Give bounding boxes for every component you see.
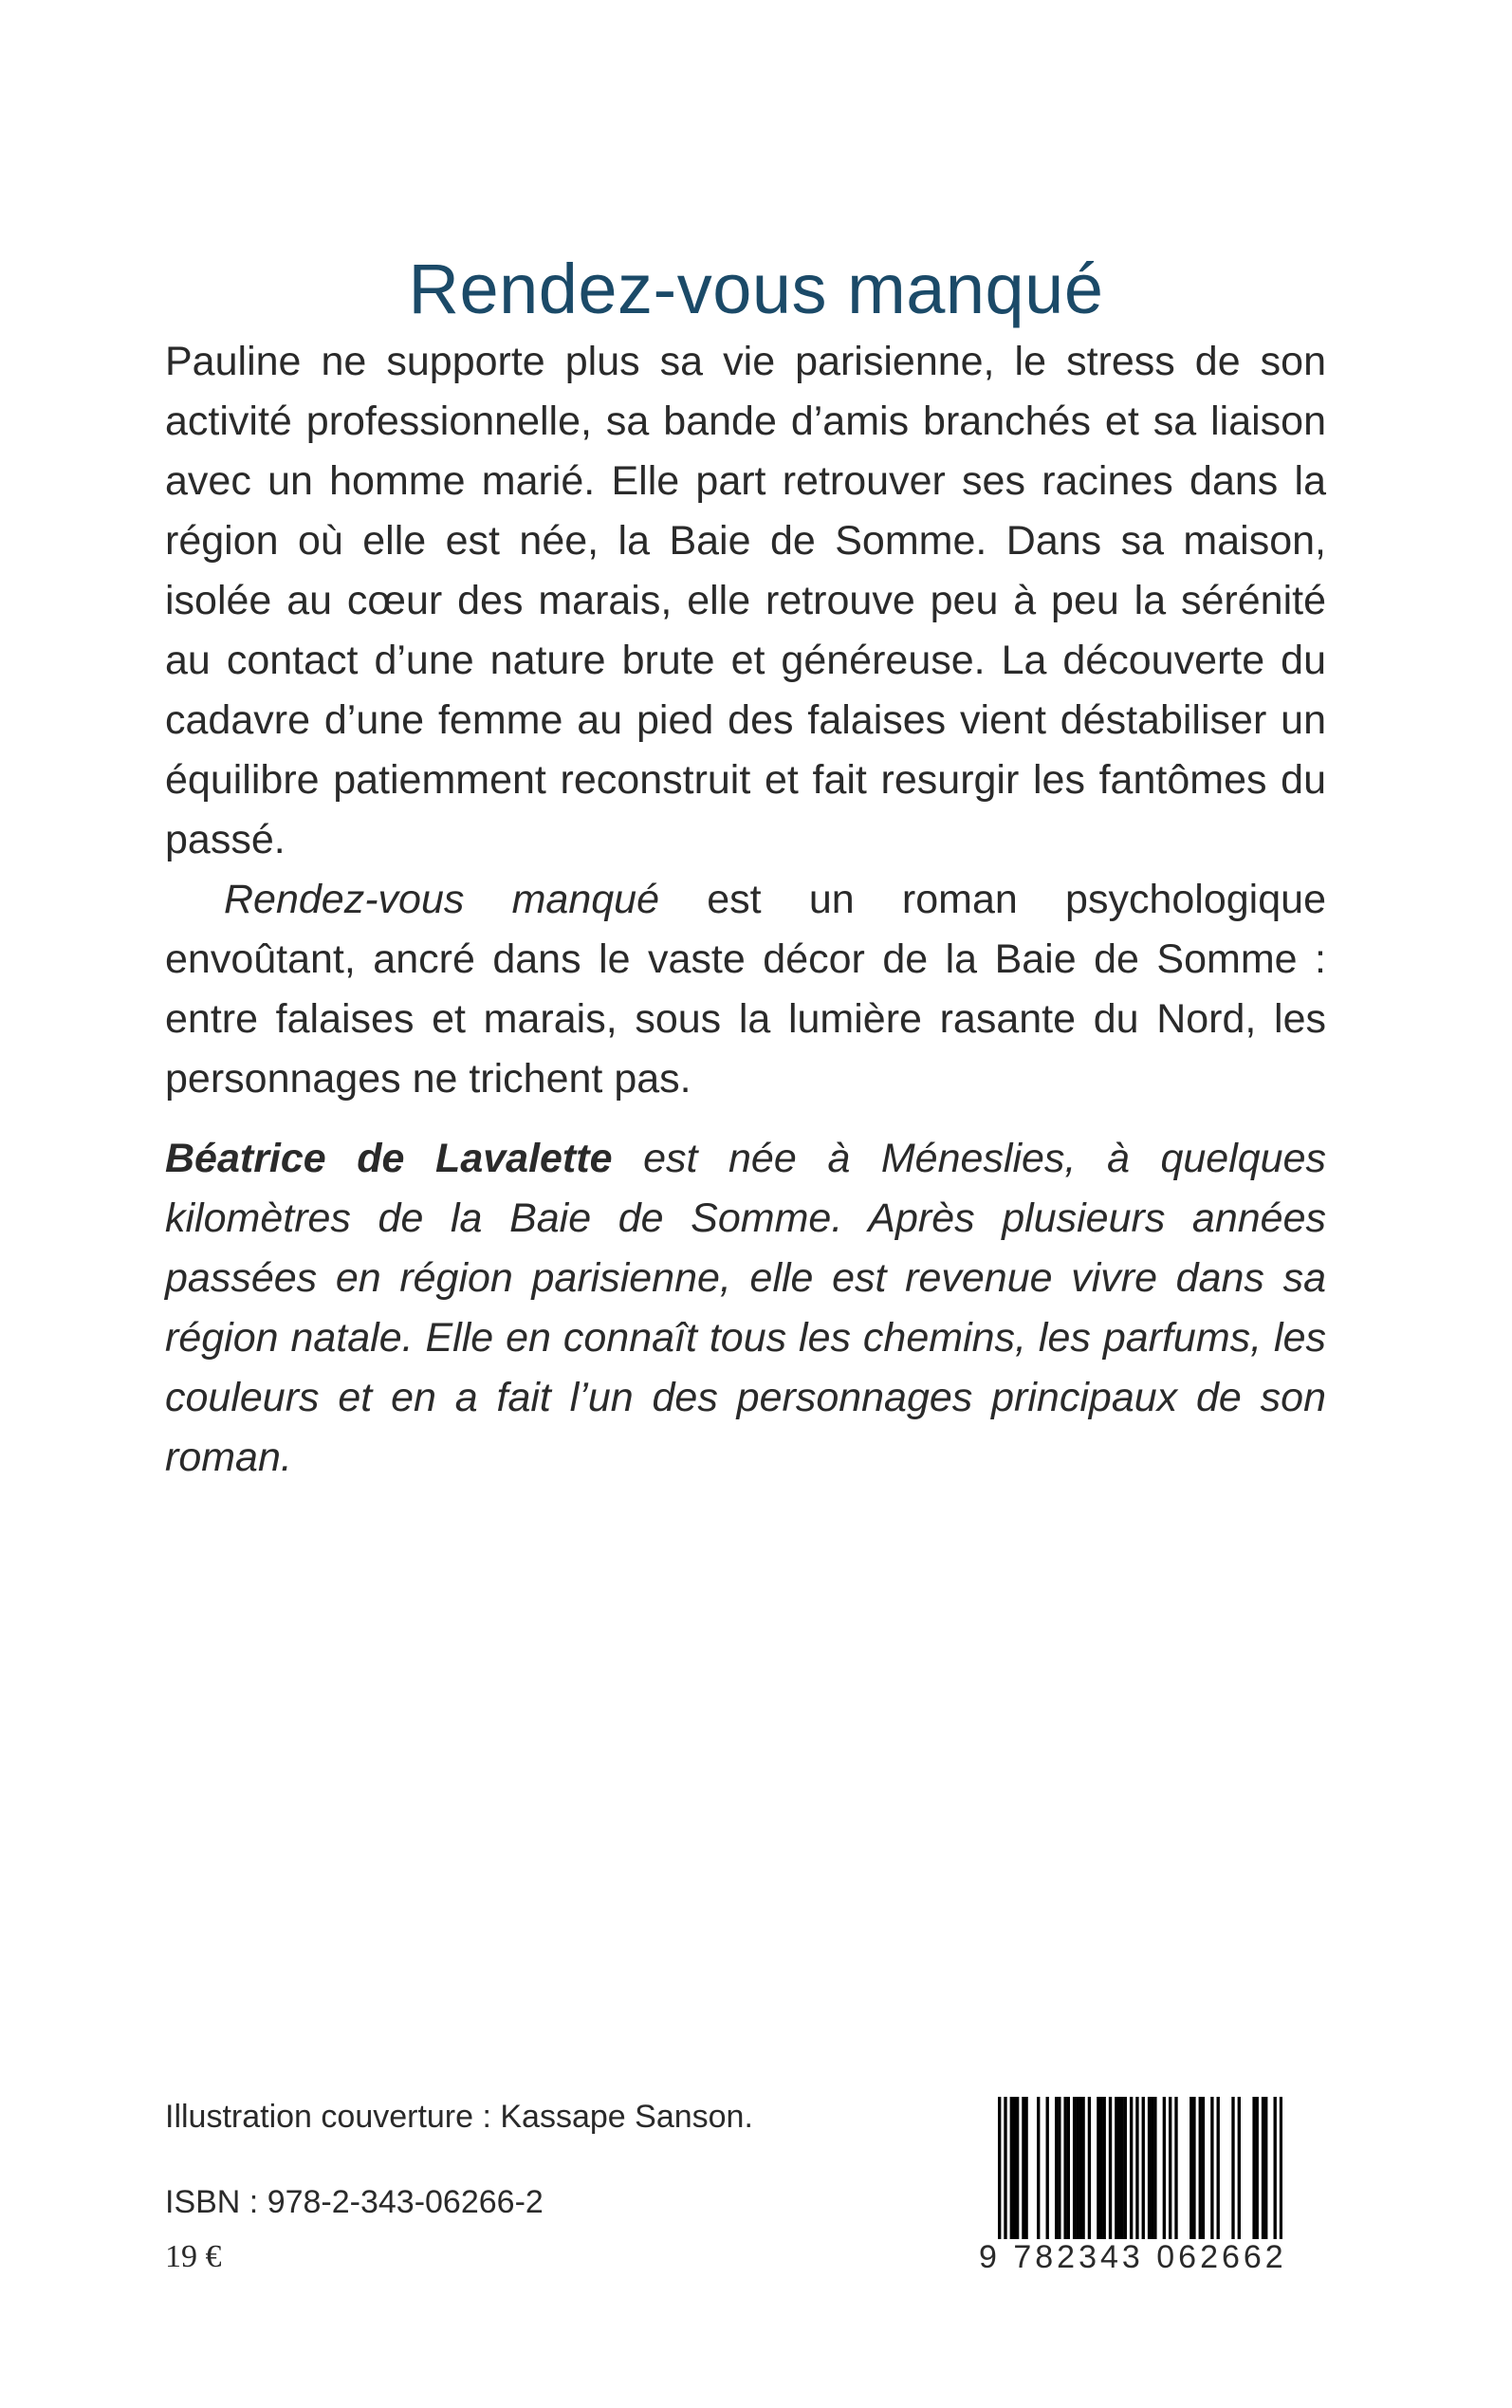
barcode-bar: [1103, 2097, 1106, 2239]
barcode-bar: [1256, 2097, 1259, 2239]
barcode-bar: [1148, 2097, 1151, 2239]
barcode-bar: [1022, 2097, 1024, 2239]
barcode-digits: 9 782343 062662: [979, 2239, 1301, 2276]
barcode-bar: [1081, 2097, 1084, 2239]
barcode-bars: [998, 2097, 1282, 2239]
barcode-bar: [1252, 2097, 1255, 2239]
barcode-bar: [1117, 2097, 1120, 2239]
barcode-bar: [1099, 2097, 1102, 2239]
barcode-bar: [1067, 2097, 1070, 2239]
barcode-bar: [998, 2097, 1001, 2239]
barcode-bar: [1130, 2097, 1133, 2239]
barcode-bar: [1079, 2097, 1081, 2239]
barcode-bar: [1073, 2097, 1076, 2239]
barcode-bar: [1063, 2097, 1066, 2239]
barcode-bar: [1109, 2097, 1112, 2239]
barcode-bar: [1153, 2097, 1156, 2239]
barcode-bar: [1055, 2097, 1058, 2239]
barcode-bar: [1231, 2097, 1234, 2239]
barcode-bar: [1024, 2097, 1027, 2239]
blurb-paragraph: [165, 870, 1326, 1109]
illustration-credit: Illustration couverture : Kassape Sanson.: [165, 2099, 753, 2135]
barcode-bar: [1010, 2097, 1013, 2239]
barcode-bar: [1013, 2097, 1016, 2239]
barcode-bar: [1169, 2097, 1171, 2239]
book-blurb: [165, 332, 1326, 1109]
barcode-bar: [1189, 2097, 1192, 2239]
barcode-bar: [1142, 2097, 1145, 2239]
book-title: Rendez-vous manqué: [408, 250, 1104, 328]
author-name: Béatrice de Lavalette: [165, 1136, 613, 1181]
barcode-bar: [1262, 2097, 1264, 2239]
isbn: ISBN : 978-2-343-06266-2: [165, 2184, 544, 2220]
price: 19 €: [165, 2239, 222, 2274]
barcode-bar: [1202, 2097, 1205, 2239]
barcode-bar: [1120, 2097, 1123, 2239]
barcode-bar: [1274, 2097, 1277, 2239]
barcode-bar: [1004, 2097, 1006, 2239]
barcode-bar: [1058, 2097, 1060, 2239]
barcode-bar: [1264, 2097, 1267, 2239]
barcode-bar: [1124, 2097, 1127, 2239]
barcode-bar: [1174, 2097, 1177, 2239]
barcode-bar: [1199, 2097, 1202, 2239]
barcode-bar: [1115, 2097, 1117, 2239]
blurb-paragraph-text: est un roman psychologique envoûtant, ancré dans le vaste décor de la Baie de Somme : entre falaises et marais, sous la lumière rasante du Nord, les personnages ne trichent pas.: [165, 877, 1326, 1102]
barcode-bar: [1046, 2097, 1049, 2239]
barcode-bar: [1238, 2097, 1241, 2239]
barcode-bar: [1037, 2097, 1040, 2239]
barcode-bar: [1151, 2097, 1153, 2239]
barcode-bar: [1280, 2097, 1282, 2239]
barcode-bar: [1210, 2097, 1213, 2239]
barcode-bar: [1097, 2097, 1099, 2239]
barcode-bar: [1076, 2097, 1079, 2239]
barcode-bar: [1217, 2097, 1220, 2239]
barcode-bar: [1088, 2097, 1091, 2239]
barcode-bar: [1016, 2097, 1019, 2239]
blurb-paragraph: Pauline ne supporte plus sa vie parisienne, le stress de son activité professionnelle, sa bande d’amis branchés et sa liaison avec un homme marié. Elle part retrouver ses racines dans la région où elle est née, la Baie de Somme. Dans sa maison, isolée au cœur des marais, elle retrouve peu à peu la sérénité au contact d’une nature brute et généreuse. La découverte du cadavre d’une femme au pied des falaises vient déstabiliser un équilibre patiemment reconstruit et fait resurgir les fantômes du passé.: [165, 339, 1326, 862]
author-bio: [165, 1129, 1326, 1488]
blurb-title-mention: Rendez-vous manqué: [224, 877, 659, 922]
barcode-bar: [1192, 2097, 1195, 2239]
barcode-bar: [1163, 2097, 1166, 2239]
author-bio-text: est née à Méneslies, à quelques kilomètres de la Baie de Somme. Après plusieurs années passées en région parisienne, elle est revenue vivre dans sa région natale. Elle en connaît tous les chemins, les parfums, les couleurs et en a fait l’un des personnages principaux de son roman.: [165, 1136, 1326, 1480]
barcode-bar: [1135, 2097, 1138, 2239]
